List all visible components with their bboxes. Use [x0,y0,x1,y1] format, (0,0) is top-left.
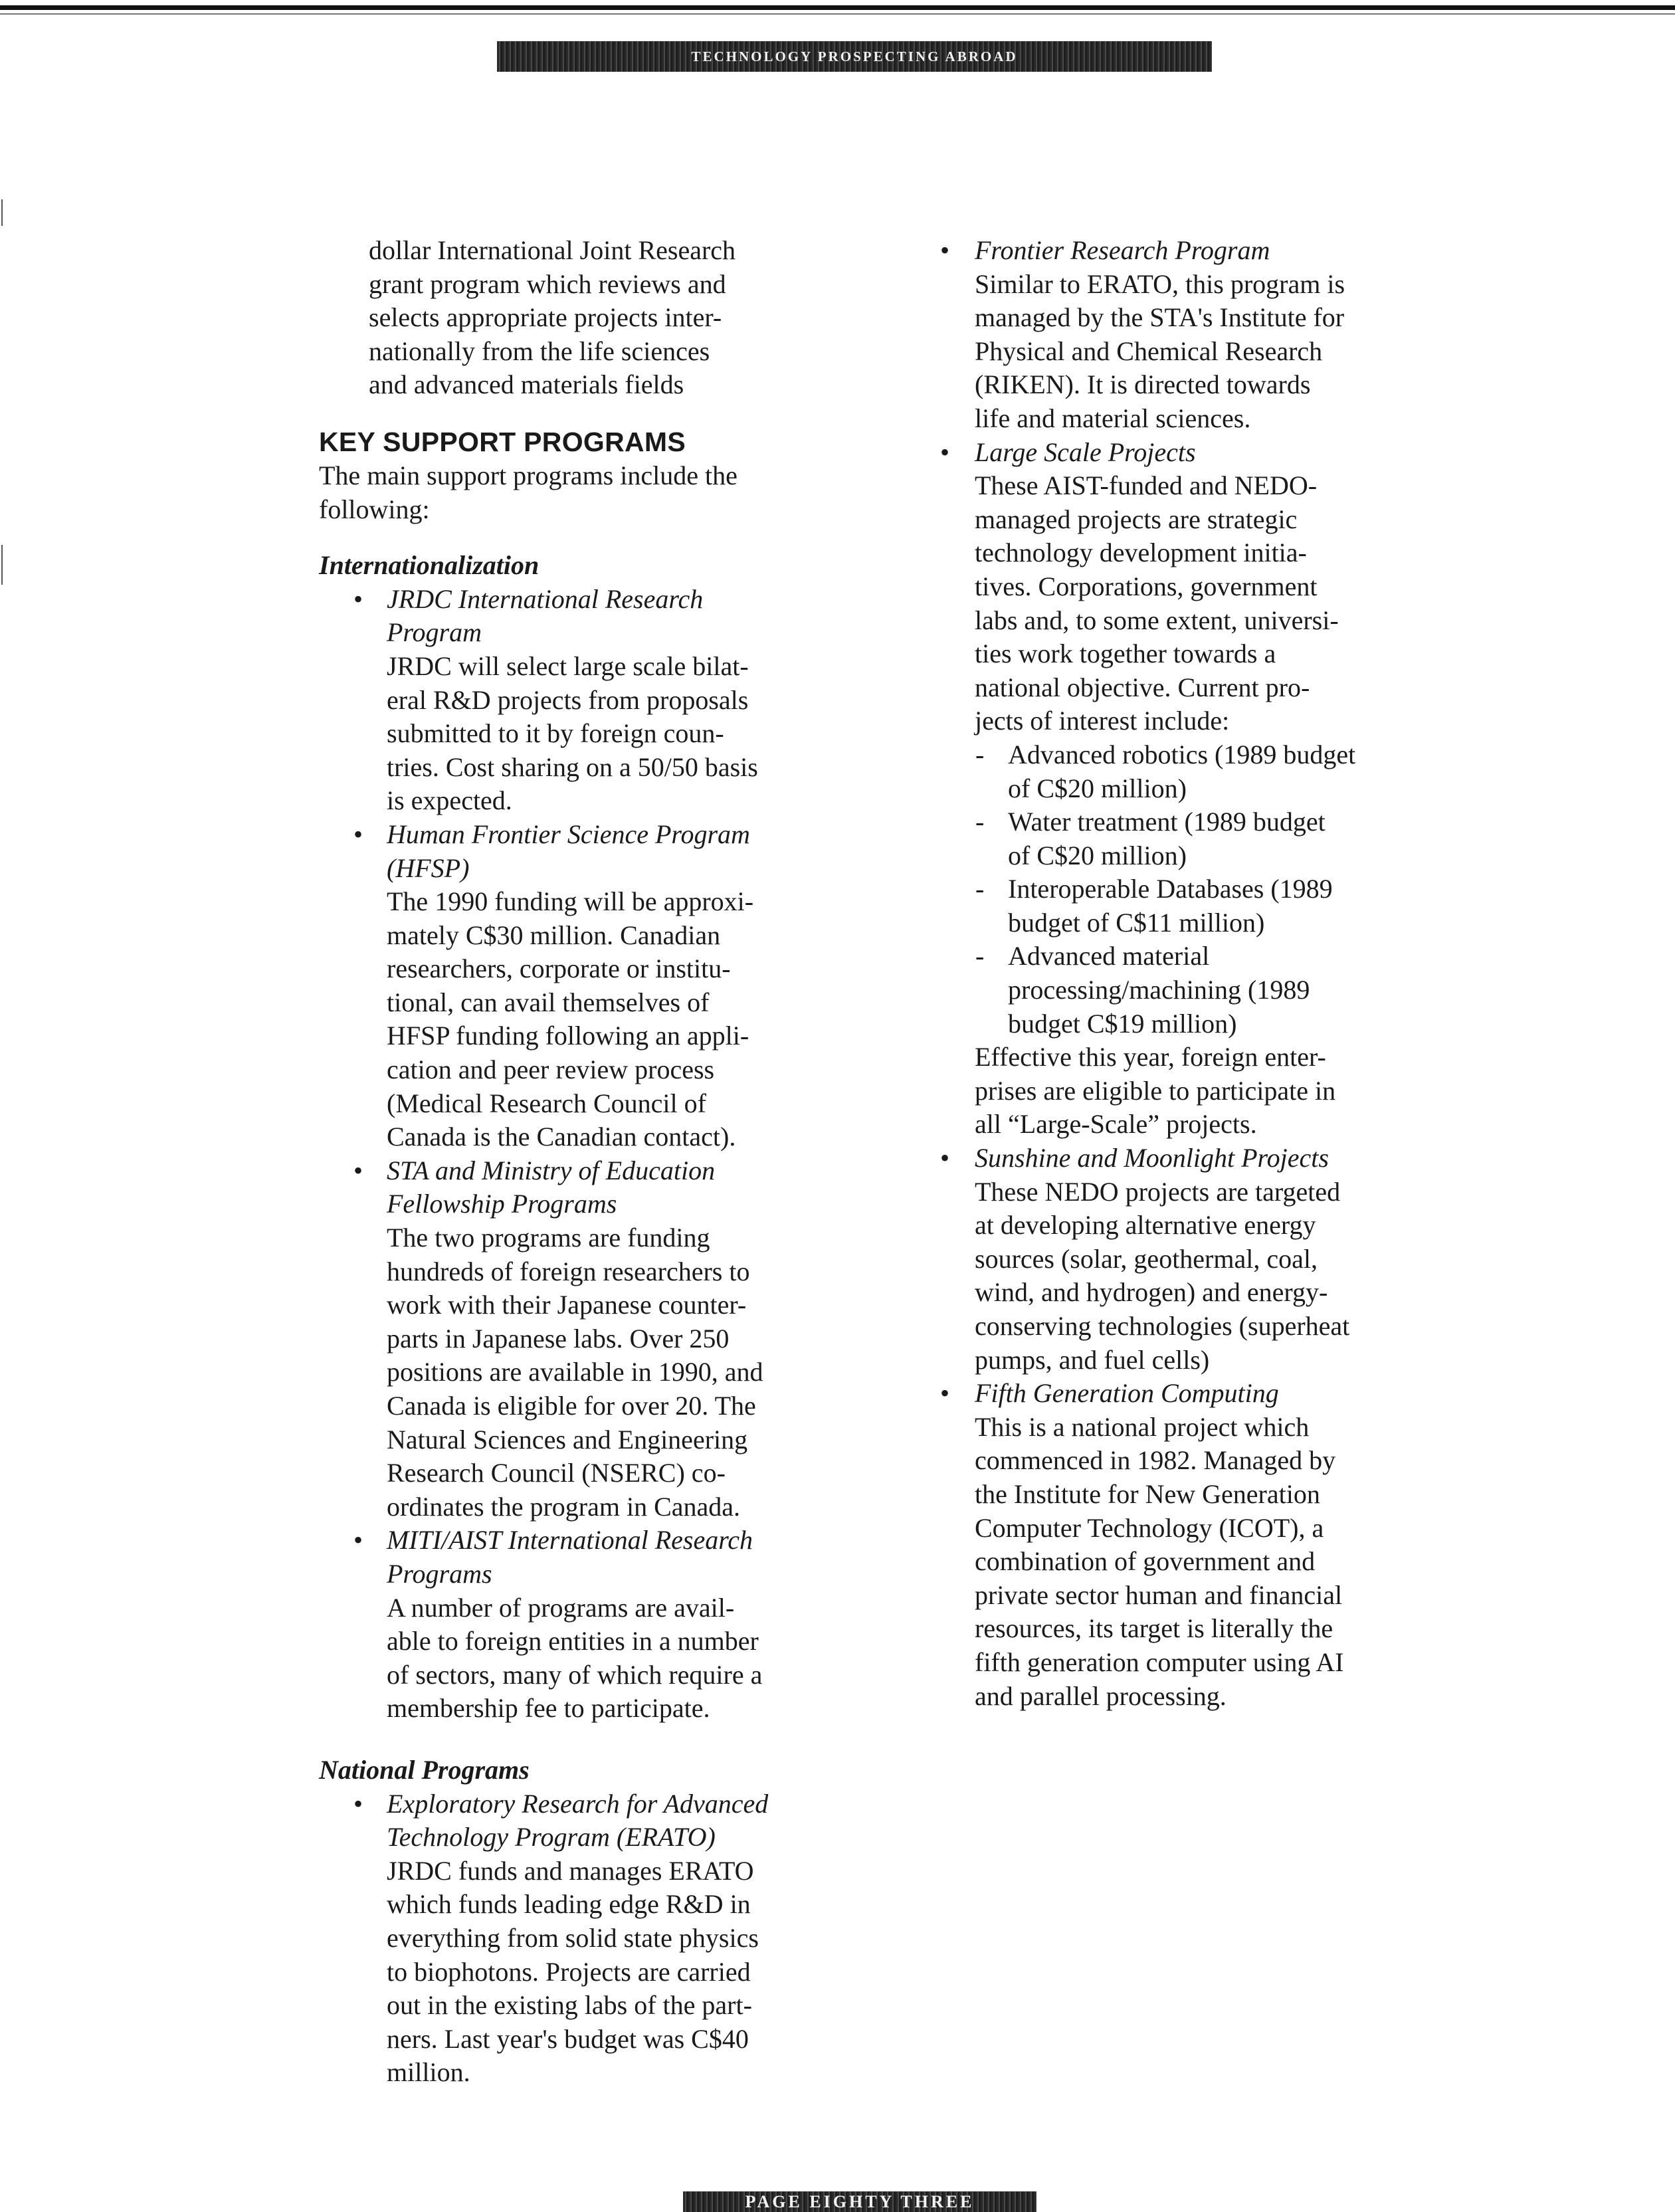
text-line: ordinates the program in Canada. [387,1491,741,1522]
program-title: Exploratory Research for Advanced [387,1788,769,1819]
dash-marker: - [975,941,985,971]
program-title: Fifth Generation Computing [975,1378,1279,1409]
text-line: Canada is the Canadian contact). [387,1122,736,1152]
top-rule [0,5,1675,10]
text-line: tives. Corporations, government [975,571,1318,601]
text-line: positions are available in 1990, and [387,1357,763,1387]
bullet-icon: • [353,1525,363,1556]
text-line: ners. Last year's budget was C$40 [387,2023,749,2054]
text-line: These NEDO projects are targeted [975,1176,1341,1207]
text-line: researchers, corporate or institu- [387,954,731,984]
program-title: JRDC International Research [387,583,704,614]
dash-item [940,738,1419,805]
right-column [940,234,1419,1713]
program-item-jrdc [319,583,824,818]
text-line: million. [387,2057,470,2088]
text-line: fifth generation computer using AI [975,1647,1344,1677]
text-line: able to foreign entities in a number [387,1626,759,1657]
text-line: all “Large-Scale” projects. [975,1109,1257,1140]
text-line: private sector human and financial [975,1579,1343,1610]
text-line: of sectors, many of which require a [387,1659,763,1690]
text-line: labs and, to some extent, universi- [975,605,1339,635]
text-line: JRDC funds and manages ERATO [387,1855,754,1886]
text-line: Advanced robotics (1989 budget [1008,739,1356,769]
text-line: the Institute for New Generation [975,1478,1320,1509]
text-line: JRDC will select large scale bilat- [387,651,749,681]
text-line: resources, its target is literally the [975,1613,1333,1644]
text-line: wind, and hydrogen) and energy- [975,1277,1328,1308]
text-line: life and material sciences. [975,403,1251,433]
text-line: national objective. Current pro- [975,672,1310,702]
program-title: Sunshine and Moonlight Projects [975,1143,1329,1173]
text-line: parts in Japanese labs. Over 250 [387,1323,730,1354]
text-line: Water treatment (1989 budget [1008,807,1326,837]
text-line: prises are eligible to participate in [975,1075,1336,1106]
program-item-miti [319,1524,824,1726]
dash-marker: - [975,739,985,769]
text-line: pumps, and fuel cells) [975,1344,1210,1375]
subsection-title: Internationalization [319,550,540,581]
bullet-icon: • [353,819,363,849]
text-line: The two programs are funding [387,1223,710,1253]
text-line: The main support programs include the [319,460,738,490]
text-line: and parallel processing. [975,1680,1227,1711]
section-heading: KEY SUPPORT PROGRAMS [319,426,686,457]
page-number-label: PAGE EIGHTY THREE [745,2191,975,2211]
dash-item [940,940,1419,1041]
text-line: budget C$19 million) [1008,1008,1237,1039]
text-line: Similar to ERATO, this program is [975,268,1345,299]
bullet-icon: • [940,235,950,265]
text-line: Canada is eligible for over 20. The [387,1391,756,1421]
program-item-sta [319,1154,824,1524]
text-line: mately C$30 million. Canadian [387,920,721,950]
text-line: cation and peer review process [387,1055,715,1085]
program-title: Frontier Research Program [975,235,1270,265]
scan-margin-mark [1,545,3,585]
text-line: of C$20 million) [1008,773,1187,803]
text-line: jects of interest include: [975,706,1230,736]
text-line: Interoperable Databases (1989 [1008,874,1333,904]
bullet-icon: • [353,1788,363,1819]
text-line: following: [319,494,430,524]
text-line: combination of government and [975,1546,1316,1577]
text-line: membership fee to participate. [387,1693,710,1724]
text-line: of C$20 million) [1008,840,1187,870]
text-line: nationally from the life sciences [369,336,710,366]
program-title: Human Frontier Science Program [387,819,750,849]
text-line: submitted to it by foreign coun- [387,718,724,749]
text-line: Advanced material [1008,941,1210,971]
dash-item [940,805,1419,872]
text-line: selects appropriate projects inter- [369,302,722,333]
text-line: managed by the STA's Institute for [975,302,1345,333]
text-line: out in the existing labs of the part- [387,1990,752,2021]
text-line: managed projects are strategic [975,504,1298,534]
text-line: conserving technologies (superheat [975,1311,1350,1341]
program-item-sunshine [940,1142,1419,1377]
program-title: MITI/AIST International Research [387,1525,753,1556]
text-line: tional, can avail themselves of [387,987,710,1017]
text-line: Effective this year, foreign enter- [975,1042,1326,1072]
text-line: Research Council (NSERC) co- [387,1458,726,1488]
bullet-icon: • [940,437,950,467]
page-number-footer [683,2191,1036,2212]
text-line: (RIKEN). It is directed towards [975,369,1311,400]
program-title: STA and Ministry of Education [387,1155,716,1185]
text-line: to biophotons. Projects are carried [387,1956,751,1987]
program-title: Technology Program (ERATO) [387,1822,716,1853]
text-line: Physical and Chemical Research [975,336,1323,366]
program-title: Program [387,617,482,648]
program-item-hfsp [319,818,824,1154]
program-item-fifth-generation [940,1377,1419,1713]
program-item-large-scale [940,436,1419,1142]
text-line: tries. Cost sharing on a 50/50 basis [387,752,758,782]
text-line: grant program which reviews and [369,268,726,299]
bullet-icon: • [353,583,363,614]
lead-paragraph [319,459,824,526]
text-line: hundreds of foreign researchers to [387,1256,750,1286]
program-title: Large Scale Projects [975,437,1196,467]
left-column [319,234,824,2090]
text-line: work with their Japanese counter- [387,1290,747,1320]
bullet-icon: • [940,1378,950,1409]
program-title: Fellowship Programs [387,1189,617,1219]
dash-item [940,872,1419,940]
text-line: The 1990 funding will be approxi- [387,886,754,917]
subsection-title: National Programs [319,1754,530,1785]
dash-marker: - [975,807,985,837]
text-line: at developing alternative energy [975,1210,1316,1241]
text-line: which funds leading edge R&D in [387,1889,751,1920]
program-item-frontier [940,234,1419,436]
program-item-erato [319,1787,824,2090]
text-line: dollar International Joint Research [369,235,736,265]
text-line: is expected. [387,785,512,816]
intro-paragraph [319,234,824,402]
running-header [497,41,1212,72]
text-line: and advanced materials fields [369,369,684,400]
text-line: A number of programs are avail- [387,1592,735,1623]
dash-marker: - [975,874,985,904]
text-line: Natural Sciences and Engineering [387,1424,748,1455]
text-line: budget of C$11 million) [1008,907,1265,938]
text-line: sources (solar, geothermal, coal, [975,1243,1318,1274]
program-title: Programs [387,1558,492,1589]
text-line: processing/machining (1989 [1008,975,1310,1005]
text-line: Computer Technology (ICOT), a [975,1512,1324,1543]
text-line: commenced in 1982. Managed by [975,1445,1336,1476]
text-line: technology development initia- [975,538,1307,568]
scan-margin-mark [1,199,3,226]
bullet-icon: • [940,1143,950,1173]
text-line: HFSP funding following an appli- [387,1021,749,1051]
text-line: These AIST-funded and NEDO- [975,470,1318,501]
text-line: eral R&D projects from proposals [387,684,749,715]
text-line: (Medical Research Council of [387,1088,706,1118]
text-line: ties work together towards a [975,639,1276,669]
text-line: everything from solid state physics [387,1922,759,1953]
running-header-title: TECHNOLOGY PROSPECTING ABROAD [691,48,1018,64]
program-title: (HFSP) [387,853,470,883]
bullet-icon: • [353,1155,363,1185]
text-line: This is a national project which [975,1411,1310,1442]
top-rule-thin [0,13,1675,15]
